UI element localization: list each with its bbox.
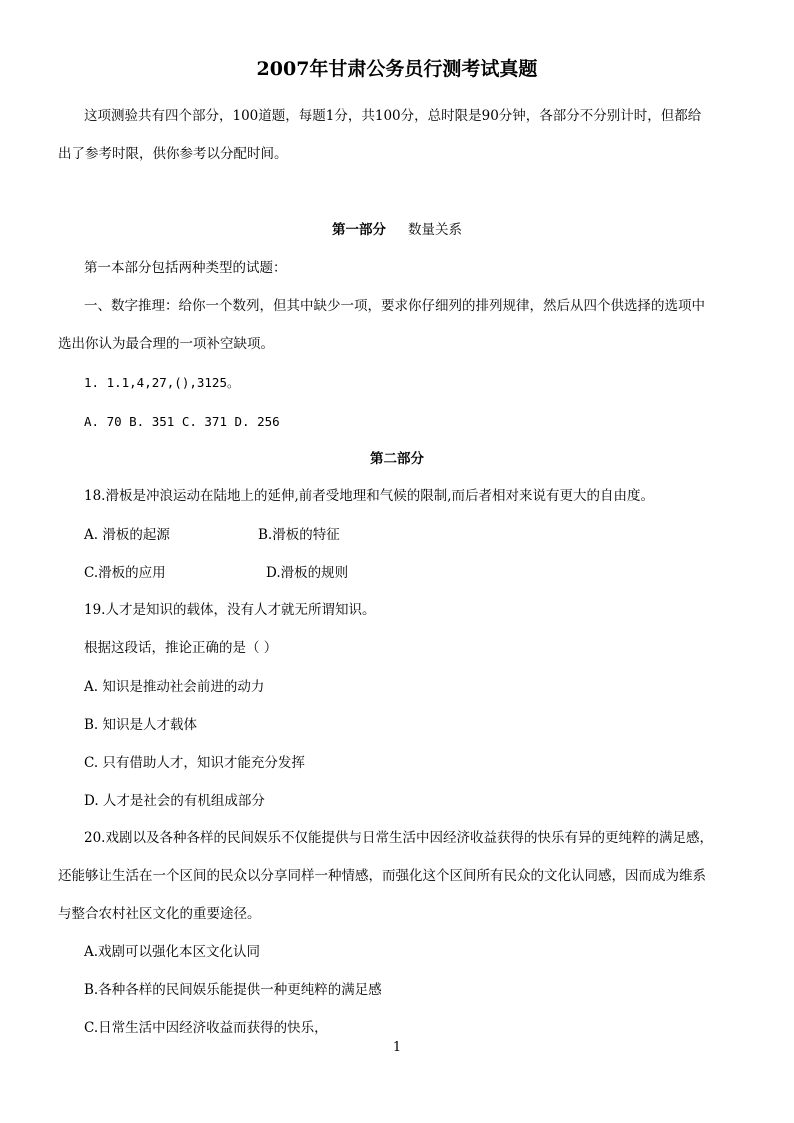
- question-20-option-a: A.戏剧可以强化本区文化认同: [84, 944, 261, 960]
- part1-heading-name: 数量关系: [408, 222, 462, 238]
- question-20-option-b: B.各种各样的民间娱乐能提供一种更纯粹的满足感: [84, 982, 382, 998]
- question-19-option-d: D. 人才是社会的有机组成部分: [84, 793, 265, 809]
- question-19-option-b: B. 知识是人才载体: [84, 717, 198, 733]
- question-18-stem: 18.滑板是冲浪运动在陆地上的延伸,前者受地理和气候的限制,而后者相对来说有更大的自由度。: [84, 488, 655, 504]
- question-20-line-2: 还能够让生活在一个区间的民众以分享同样一种情感，而强化这个区间所有民众的文化认同感，因而成为维系: [58, 868, 706, 884]
- page-title: 2007年甘肃公务员行测考试真题: [256, 58, 538, 80]
- question-18-option-c: C.滑板的应用: [84, 565, 166, 581]
- question-20-line-1: 20.戏剧以及各种各样的民间娱乐不仅能提供与日常生活中因经济收益获得的快乐有异的更纯粹的满足感，: [84, 830, 713, 846]
- question-19-stem: 19.人才是知识的载体，没有人才就无所谓知识。: [84, 602, 376, 618]
- part1-intro: 第一本部分包括两种类型的试题：: [84, 260, 287, 276]
- question-20-option-c: C.日常生活中因经济收益而获得的快乐，: [84, 1020, 328, 1036]
- question-18-option-d: D.滑板的规则: [266, 565, 349, 581]
- question-19-prompt: 根据这段话，推论正确的是（ ）: [84, 640, 278, 656]
- type1-line-1: 一、数字推理：给你一个数列，但其中缺少一项，要求你仔细列的排列规律，然后从四个供选择的选项中: [84, 298, 705, 314]
- page-number: 1: [392, 1040, 402, 1055]
- question-1-options: A. 70 B. 351 C. 371 D. 256: [84, 414, 280, 429]
- intro-line-1: 这项测验共有四个部分，100道题，每题1分，共100分，总时限是90分钟，各部分不分别计时，但都给: [84, 108, 702, 124]
- question-1: 1. 1.1,4,27,(),3125。: [84, 375, 240, 390]
- part1-heading: [0, 220, 794, 240]
- part2-heading: 第二部分: [370, 451, 424, 467]
- question-18-option-b: B.滑板的特征: [258, 527, 340, 543]
- question-19-option-c: C. 只有借助人才，知识才能充分发挥: [84, 755, 305, 771]
- question-18-option-a: A. 滑板的起源: [84, 527, 170, 543]
- type1-line-2: 选出你认为最合理的一项补空缺项。: [58, 336, 274, 352]
- question-20-line-3: 与整合农村社区文化的重要途径。: [58, 906, 261, 922]
- question-19-option-a: A. 知识是推动社会前进的动力: [84, 679, 265, 695]
- part1-heading-label: 第一部分: [332, 222, 386, 238]
- intro-line-2: 出了参考时限，供你参考以分配时间。: [58, 146, 288, 162]
